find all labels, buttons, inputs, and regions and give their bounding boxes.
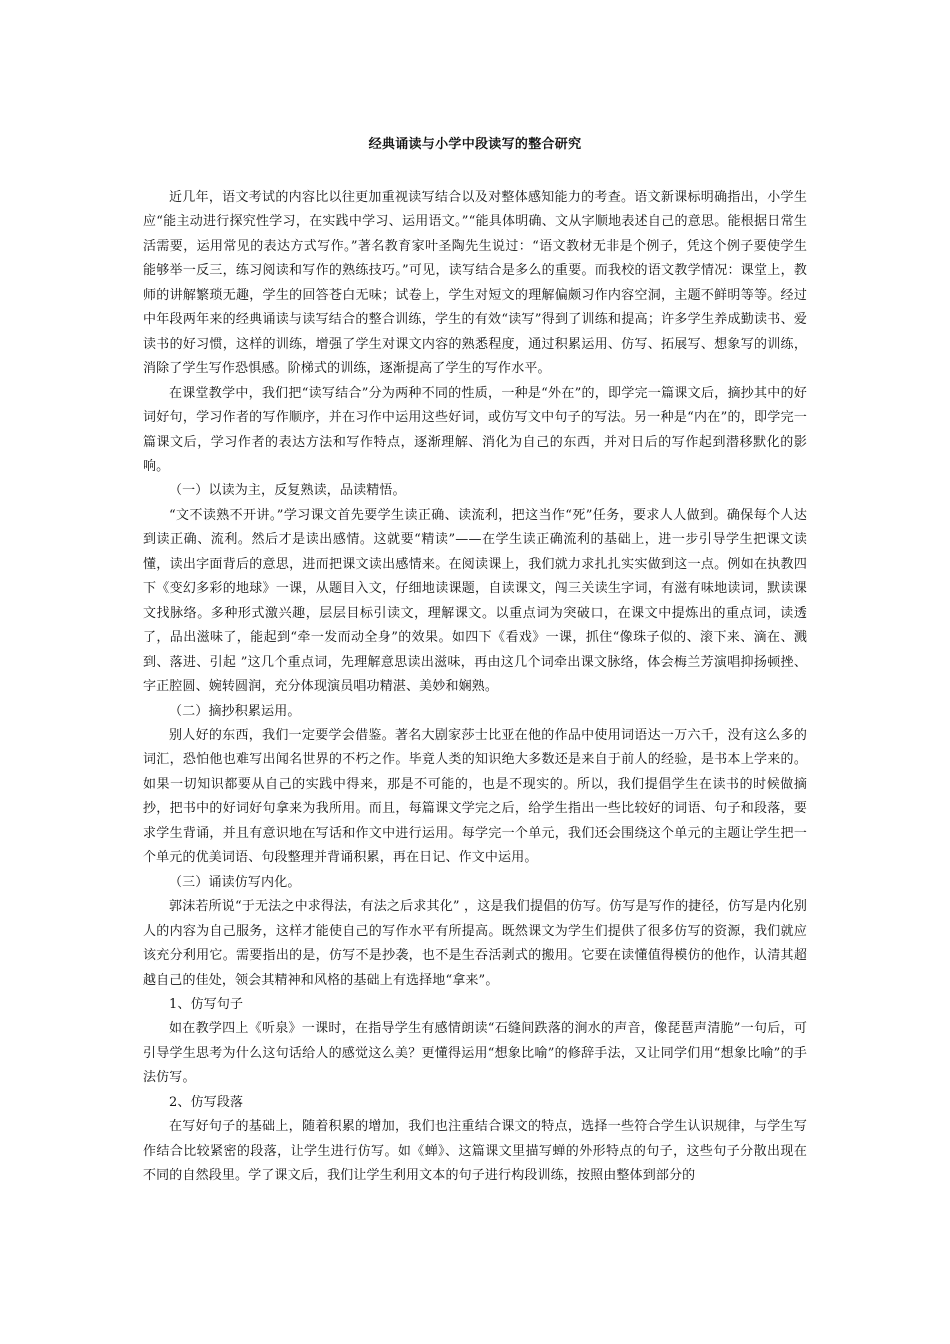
subheading-paragraph-imitation: 2、仿写段落 xyxy=(169,1094,244,1110)
paragraph-reading-writing: 在课堂教学中，我们把“读写结合”分为两种不同的性质，一种是“外在”的，即学完一篇课文后，摘抄其中的好词好句，学习作者的写作顺序，并在习作中运用这些好词，或仿写文中句子的写法。另一种是“内在”的，即学完一篇课文后，学习作者的表达方法和写作特点，逐渐理解、消化为自己的东西，并对日后的写作起到潜移默化的影响。 xyxy=(143,385,807,474)
paragraph-section-1: “文不读熟不开讲。”学习课文首先要学生读正确、读流利，把这当作“死”任务，要求人人做到。确保每个人达到读正确、流利。然后才是读出感情。这就要“精读”——在学生读正确流利的基础上，进一步引导学生把课文读懂，读出字面背后的意思，进而把课文读出感情来。在阅读课上，我们就力求扎扎实实做到这一点。例如在执教四下《变幻多彩的地球》一课，从题目入文，仔细地读课题，自读课文，闯三关读生字词，有滋有味地读词，默读课文找脉络。多种形式激兴趣，层层目标引读文，理解课文。以重点词为突破口，在课文中提炼出的重点词，读透了，品出滋味了，能起到“牵一发而动全身”的效果。如四下《看戏》一课，抓住“像珠子似的、滚下来、滴在、溅到、落进、引起 ”这几个重点词，先理解意思读出滋味，再由这几个词牵出课文脉络，体会梅兰芳演唱抑扬顿挫、字正腔圆、婉转圆润，充分体现演员唱功精湛、美妙和娴熟。 xyxy=(143,507,807,695)
paragraph-intro: 近几年，语文考试的内容比以往更加重视读写结合以及对整体感知能力的考查。语文新课标明确指出，小学生应“能主动进行探究性学习，在实践中学习、运用语文。”“能具体明确、文从字顺地表述自己的意思。能根据日常生活需要，运用常见的表达方式写作。”著名教育家叶圣陶先生说过：“语文教材无非是个例子，凭这个例子要使学生能够举一反三，练习阅读和写作的熟练技巧。”可见，读写结合是多么的重要。而我校的语文教学情况：课堂上，教师的讲解繁琐无趣，学生的回答苍白无味；试卷上，学生对短文的理解偏颇习作内容空洞，主题不鲜明等等。经过中年段两年来的经典诵读与读写结合的整合训练，学生的有效“读写”得到了训练和提高；许多学生养成勤读书、爱读书的好习惯，这样的训练，增强了学生对课文内容的熟悉程度，通过积累运用、仿写、拓展写、想象写的训练，消除了学生写作恐惧感。阶梯式的训练，逐渐提高了学生的写作水平。 xyxy=(143,190,807,377)
paragraph-section-3: 郭沫若所说“于无法之中求得法，有法之后求其化” ，这是我们提倡的仿写。仿写是写作的捷径，仿写是内化别人的内容为自己服务，这样才能使自己的写作水平有所提高。既然课文为学生们提供了很多仿写的资源，我们就应该充分利用它。需要指出的是，仿写不是抄袭，也不是生吞活剥式的搬用。它要在读懂值得模仿的他作，认清其超越自己的佳处，领会其精神和风格的基础上有选择地“拿来”。 xyxy=(143,899,807,988)
paragraph-sentence-imitation: 如在教学四上《听泉》一课时，在指导学生有感情朗读“石缝间跌落的涧水的声音，像琵琶声清脆”一句后，可引导学生思考为什么这句话给人的感觉这么美？更懂得运用“想象比喻”的修辞手法，又让同学们用“想象比喻”的手法仿写。 xyxy=(143,1021,807,1086)
section-heading-2: （二）摘抄积累运用。 xyxy=(169,703,301,719)
section-heading-3: （三）诵读仿写内化。 xyxy=(169,874,301,890)
document-title: 经典诵读与小学中段读写的整合研究 xyxy=(368,137,582,152)
document-body xyxy=(143,186,807,1189)
paragraph-section-2: 别人好的东西，我们一定要学会借鉴。著名大剧家莎士比亚在他的作品中使用词语达一万六千，没有这么多的词汇，恐怕他也难写出闻名世界的不朽之作。毕竟人类的知识绝大多数还是来自于前人的经验，是书本上学来的。如果一切知识都要从自己的实践中得来，那是不可能的，也是不现实的。所以，我们提倡学生在读书的时候做摘抄，把书中的好词好句拿来为我所用。而且，每篇课文学完之后，给学生指出一些比较好的词语、句子和段落，要求学生背诵，并且有意识地在写话和作文中进行运用。每学完一个单元，我们还会围绕这个单元的主题让学生把一个单元的优美词语、句段整理并背诵积累，再在日记、作文中运用。 xyxy=(143,727,807,866)
section-heading-1: （一）以读为主，反复熟读，品读精悟。 xyxy=(169,483,406,499)
paragraph-paragraph-imitation: 在写好句子的基础上，随着积累的增加，我们也注重结合课文的特点，选择一些符合学生认识规律，与学生写作结合比较紧密的段落，让学生进行仿写。如《蝉》、这篇课文里描写蝉的外形特点的句子，这些句子分散出现在不同的自然段里。学了课文后，我们让学生利用文本的句子进行构段训练，按照由整体到部分的 xyxy=(143,1119,807,1184)
subheading-sentence-imitation: 1、仿写句子 xyxy=(169,996,244,1012)
